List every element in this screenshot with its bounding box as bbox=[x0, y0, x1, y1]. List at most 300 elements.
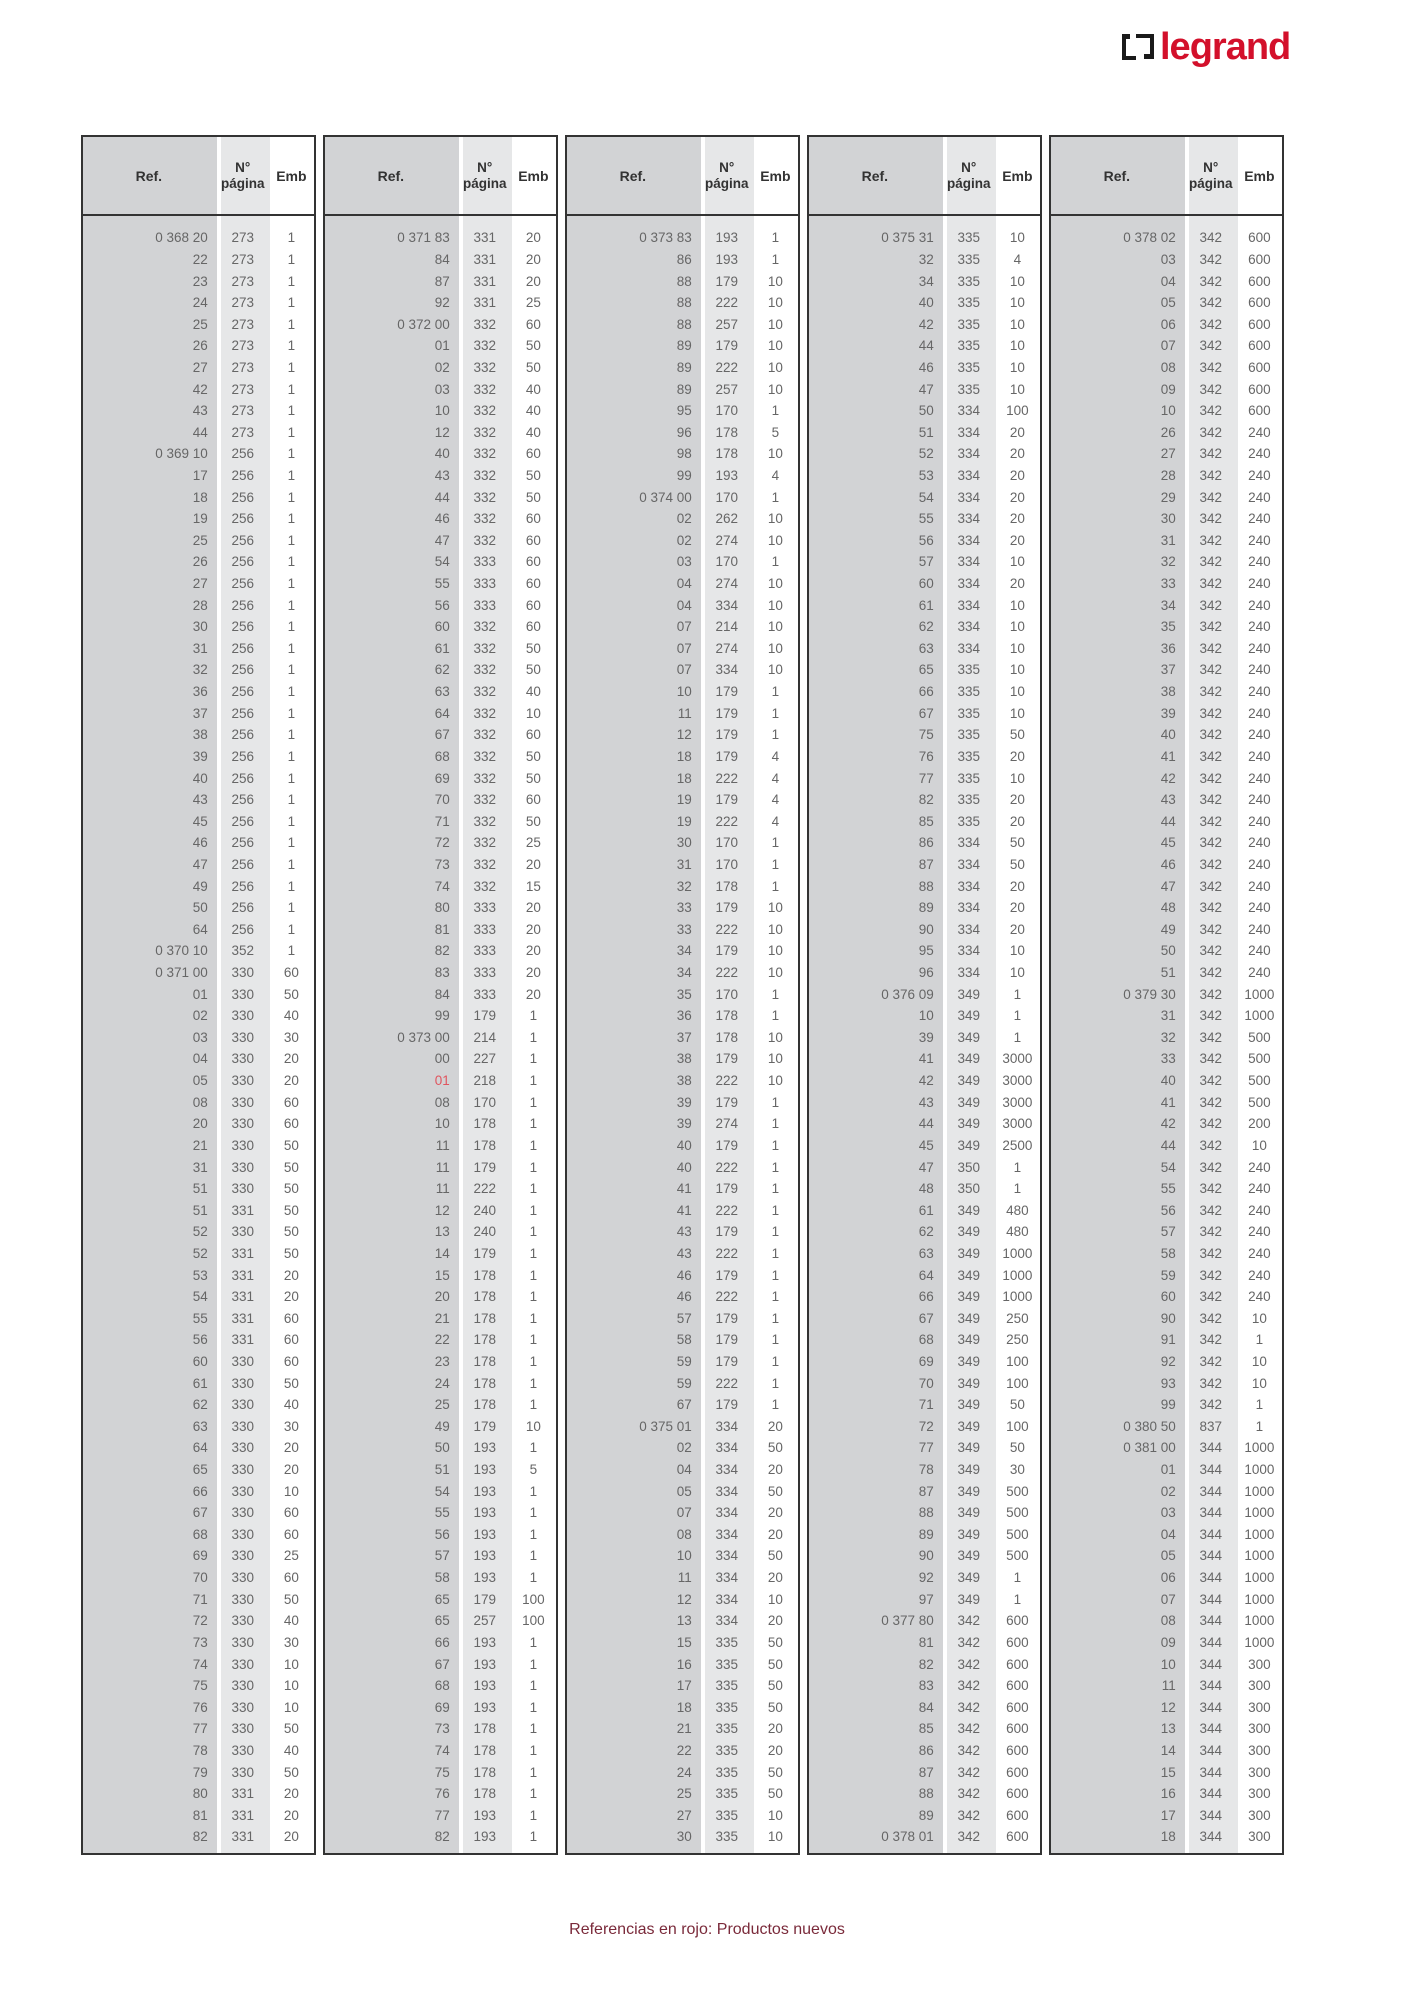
table-row bbox=[809, 1524, 1040, 1546]
ref-cell: 75 bbox=[434, 1764, 450, 1780]
table-row bbox=[567, 1264, 798, 1286]
table-row bbox=[83, 724, 314, 746]
table-row bbox=[567, 1567, 798, 1589]
emb-cell: 1 bbox=[287, 921, 296, 937]
ref-cell: 41 bbox=[1160, 1094, 1176, 1110]
page-cell: 179 bbox=[473, 1591, 497, 1607]
table-row bbox=[809, 1761, 1040, 1783]
page-cell: 330 bbox=[231, 965, 255, 981]
emb-cell: 20 bbox=[1009, 489, 1025, 505]
ref-cell: 02 bbox=[676, 532, 692, 548]
table-row bbox=[809, 1740, 1040, 1762]
emb-cell: 10 bbox=[1009, 619, 1025, 635]
ref-cell: 47 bbox=[1160, 878, 1176, 894]
page-cell: 179 bbox=[715, 1094, 739, 1110]
page-cell: 178 bbox=[715, 1029, 739, 1045]
ref-cell: 02 bbox=[676, 511, 692, 527]
page-cell: 179 bbox=[715, 705, 739, 721]
ref-cell: 04 bbox=[192, 1051, 208, 1067]
emb-cell: 600 bbox=[1006, 1807, 1029, 1823]
ref-cell: 01 bbox=[1160, 1462, 1176, 1478]
page-cell: 334 bbox=[715, 1570, 739, 1586]
ref-cell: 31 bbox=[676, 856, 692, 872]
page-cell: 330 bbox=[231, 1591, 255, 1607]
ref-cell: 55 bbox=[918, 511, 934, 527]
emb-cell: 600 bbox=[1006, 1634, 1029, 1650]
page-cell: 342 bbox=[1199, 338, 1223, 354]
emb-cell: 10 bbox=[525, 705, 541, 721]
emb-cell: 40 bbox=[283, 1742, 299, 1758]
page-cell: 349 bbox=[957, 1073, 981, 1089]
page-cell: 256 bbox=[231, 619, 255, 635]
emb-cell: 1 bbox=[529, 1289, 538, 1305]
ref-cell: 08 bbox=[434, 1094, 450, 1110]
table-row bbox=[567, 940, 798, 962]
page-cell: 330 bbox=[231, 1397, 255, 1413]
ref-cell: 38 bbox=[676, 1051, 692, 1067]
ref-cell: 70 bbox=[918, 1375, 934, 1391]
emb-cell: 50 bbox=[283, 1181, 299, 1197]
emb-cell: 10 bbox=[767, 576, 783, 592]
page-cell: 170 bbox=[715, 986, 739, 1002]
ref-cell: 89 bbox=[918, 1526, 934, 1542]
table-row bbox=[325, 335, 556, 357]
ref-cell: 13 bbox=[434, 1224, 450, 1240]
ref-cell: 74 bbox=[434, 878, 450, 894]
emb-cell: 10 bbox=[767, 511, 783, 527]
page-cell: 342 bbox=[957, 1634, 981, 1650]
page-cell: 178 bbox=[473, 1332, 497, 1348]
emb-cell: 20 bbox=[767, 1526, 783, 1542]
page-cell: 331 bbox=[231, 1310, 255, 1326]
ref-cell: 19 bbox=[676, 813, 692, 829]
emb-cell: 10 bbox=[767, 1029, 783, 1045]
page-cell: 349 bbox=[957, 1094, 981, 1110]
ref-cell: 77 bbox=[434, 1807, 450, 1823]
table-row bbox=[325, 1091, 556, 1113]
ref-cell: 50 bbox=[434, 1440, 450, 1456]
page-cell: 334 bbox=[715, 1591, 739, 1607]
page-cell: 342 bbox=[1199, 921, 1223, 937]
page-cell: 193 bbox=[473, 1678, 497, 1694]
ref-cell: 02 bbox=[434, 359, 450, 375]
table-row bbox=[809, 1416, 1040, 1438]
ref-cell: 51 bbox=[192, 1181, 208, 1197]
page-cell: 256 bbox=[231, 640, 255, 656]
emb-cell: 50 bbox=[525, 662, 541, 678]
ref-cell: 07 bbox=[676, 640, 692, 656]
emb-cell: 10 bbox=[767, 359, 783, 375]
page-cell: 334 bbox=[957, 619, 981, 635]
page-cell: 256 bbox=[231, 662, 255, 678]
page-cell: 256 bbox=[231, 900, 255, 916]
emb-cell: 30 bbox=[283, 1634, 299, 1650]
header-page-line1: N° bbox=[1203, 159, 1219, 175]
table-row bbox=[1051, 573, 1282, 595]
emb-cell: 240 bbox=[1248, 900, 1271, 916]
table-row bbox=[809, 378, 1040, 400]
emb-cell: 1 bbox=[529, 1829, 538, 1845]
table-row bbox=[1051, 465, 1282, 487]
emb-cell: 240 bbox=[1248, 748, 1271, 764]
page-cell: 335 bbox=[957, 295, 981, 311]
ref-cell: 63 bbox=[192, 1418, 208, 1434]
ref-cell: 21 bbox=[676, 1721, 692, 1737]
page-cell: 334 bbox=[957, 943, 981, 959]
table-row bbox=[809, 789, 1040, 811]
table-row bbox=[325, 962, 556, 984]
page-cell: 262 bbox=[715, 511, 739, 527]
ref-cell: 45 bbox=[918, 1137, 934, 1153]
emb-cell: 10 bbox=[525, 1418, 541, 1434]
emb-cell: 50 bbox=[283, 1202, 299, 1218]
emb-cell: 10 bbox=[767, 900, 783, 916]
page-cell: 331 bbox=[473, 230, 497, 246]
table-row bbox=[567, 983, 798, 1005]
page-cell: 274 bbox=[715, 532, 739, 548]
ref-cell: 10 bbox=[918, 1008, 934, 1024]
emb-cell: 10 bbox=[1251, 1353, 1267, 1369]
table-row bbox=[1051, 313, 1282, 335]
emb-cell: 20 bbox=[283, 1073, 299, 1089]
page-cell: 222 bbox=[715, 770, 739, 786]
table-row bbox=[83, 702, 314, 724]
reference-table-4 bbox=[807, 135, 1042, 1855]
table-row bbox=[1051, 746, 1282, 768]
page-cell: 349 bbox=[957, 1548, 981, 1564]
table-row bbox=[1051, 1178, 1282, 1200]
page-cell: 274 bbox=[715, 640, 739, 656]
table-row bbox=[1051, 1005, 1282, 1027]
page-cell: 335 bbox=[957, 770, 981, 786]
page-cell: 332 bbox=[473, 727, 497, 743]
table-row bbox=[809, 1091, 1040, 1113]
page-cell: 352 bbox=[231, 943, 255, 959]
table-row bbox=[83, 1394, 314, 1416]
page-cell: 335 bbox=[957, 316, 981, 332]
table-row bbox=[325, 573, 556, 595]
ref-cell: 67 bbox=[434, 1656, 450, 1672]
page-cell: 335 bbox=[715, 1807, 739, 1823]
ref-cell: 68 bbox=[434, 1678, 450, 1694]
table-row bbox=[83, 1199, 314, 1221]
table-row bbox=[809, 1005, 1040, 1027]
ref-cell: 24 bbox=[434, 1375, 450, 1391]
ref-cell: 59 bbox=[676, 1353, 692, 1369]
table-row bbox=[1051, 1653, 1282, 1675]
ref-cell: 62 bbox=[192, 1397, 208, 1413]
table-row bbox=[83, 1351, 314, 1373]
ref-cell: 56 bbox=[1160, 1202, 1176, 1218]
page-cell: 342 bbox=[1199, 943, 1223, 959]
page-cell: 193 bbox=[715, 230, 739, 246]
page-cell: 334 bbox=[715, 1483, 739, 1499]
ref-cell: 96 bbox=[918, 965, 934, 981]
page-cell: 273 bbox=[231, 295, 255, 311]
ref-cell: 15 bbox=[434, 1267, 450, 1283]
page-cell: 334 bbox=[957, 489, 981, 505]
page-cell: 342 bbox=[1199, 900, 1223, 916]
ref-cell: 60 bbox=[1160, 1289, 1176, 1305]
ref-cell: 34 bbox=[676, 943, 692, 959]
ref-cell: 17 bbox=[676, 1678, 692, 1694]
table-row bbox=[567, 1329, 798, 1351]
emb-cell: 1 bbox=[287, 705, 296, 721]
emb-cell: 20 bbox=[525, 943, 541, 959]
emb-cell: 20 bbox=[283, 1462, 299, 1478]
table-row bbox=[325, 378, 556, 400]
emb-cell: 1 bbox=[529, 1483, 538, 1499]
table-row bbox=[325, 465, 556, 487]
ref-cell: 55 bbox=[434, 576, 450, 592]
page-cell: 334 bbox=[957, 403, 981, 419]
header-ref: Ref. bbox=[135, 167, 163, 184]
emb-cell: 20 bbox=[767, 1418, 783, 1434]
table-row bbox=[83, 465, 314, 487]
table-row bbox=[567, 313, 798, 335]
table-row bbox=[1051, 486, 1282, 508]
emb-cell: 1 bbox=[529, 1656, 538, 1672]
table-row bbox=[567, 1610, 798, 1632]
page-cell: 334 bbox=[957, 921, 981, 937]
table-row bbox=[325, 724, 556, 746]
ref-cell: 88 bbox=[676, 316, 692, 332]
ref-cell: 87 bbox=[918, 856, 934, 872]
table-row bbox=[325, 1761, 556, 1783]
ref-cell: 05 bbox=[1160, 1548, 1176, 1564]
emb-cell: 10 bbox=[1009, 965, 1025, 981]
table-row bbox=[325, 443, 556, 465]
page-cell: 349 bbox=[957, 1202, 981, 1218]
table-row bbox=[1051, 983, 1282, 1005]
table-row bbox=[325, 1372, 556, 1394]
page-cell: 222 bbox=[715, 295, 739, 311]
table-row bbox=[1051, 1761, 1282, 1783]
ref-cell: 68 bbox=[434, 748, 450, 764]
table-row bbox=[567, 702, 798, 724]
table-row bbox=[83, 1740, 314, 1762]
table-row bbox=[1051, 1740, 1282, 1762]
emb-cell: 1 bbox=[771, 705, 780, 721]
table-row bbox=[1051, 1070, 1282, 1092]
table-row bbox=[809, 1437, 1040, 1459]
ref-cell: 18 bbox=[192, 489, 208, 505]
table-row bbox=[83, 1286, 314, 1308]
page-cell: 342 bbox=[1199, 1397, 1223, 1413]
table-row bbox=[567, 486, 798, 508]
table-row bbox=[1051, 1437, 1282, 1459]
page-cell: 335 bbox=[715, 1786, 739, 1802]
table-row bbox=[809, 1653, 1040, 1675]
table-row bbox=[1051, 270, 1282, 292]
page-cell: 179 bbox=[715, 273, 739, 289]
emb-cell: 600 bbox=[1248, 359, 1271, 375]
table-row bbox=[567, 249, 798, 271]
emb-cell: 600 bbox=[1006, 1764, 1029, 1780]
table-row bbox=[567, 1437, 798, 1459]
page-cell: 178 bbox=[473, 1137, 497, 1153]
page-cell: 344 bbox=[1199, 1807, 1223, 1823]
table-row bbox=[325, 1027, 556, 1049]
page-cell: 331 bbox=[231, 1289, 255, 1305]
ref-cell: 32 bbox=[192, 662, 208, 678]
page-cell: 178 bbox=[473, 1742, 497, 1758]
emb-cell: 1 bbox=[771, 1202, 780, 1218]
ref-cell: 74 bbox=[434, 1742, 450, 1758]
page-cell: 333 bbox=[473, 986, 497, 1002]
ref-cell: 08 bbox=[1160, 1613, 1176, 1629]
table-row bbox=[809, 1070, 1040, 1092]
ref-cell: 41 bbox=[918, 1051, 934, 1067]
ref-cell: 23 bbox=[192, 273, 208, 289]
page-cell: 342 bbox=[1199, 965, 1223, 981]
ref-cell: 70 bbox=[192, 1570, 208, 1586]
page-cell: 273 bbox=[231, 381, 255, 397]
ref-cell: 92 bbox=[918, 1570, 934, 1586]
emb-cell: 20 bbox=[525, 986, 541, 1002]
page-cell: 349 bbox=[957, 1375, 981, 1391]
table-body bbox=[83, 227, 314, 1848]
page-cell: 349 bbox=[957, 1029, 981, 1045]
page-cell: 334 bbox=[715, 1613, 739, 1629]
emb-cell: 100 bbox=[1006, 1375, 1029, 1391]
page-cell: 330 bbox=[231, 1029, 255, 1045]
page-cell: 350 bbox=[957, 1181, 981, 1197]
emb-cell: 50 bbox=[1009, 835, 1025, 851]
page-cell: 222 bbox=[715, 1073, 739, 1089]
ref-cell: 33 bbox=[676, 900, 692, 916]
table-row bbox=[83, 1091, 314, 1113]
ref-cell: 44 bbox=[1160, 813, 1176, 829]
emb-cell: 50 bbox=[525, 770, 541, 786]
table-row bbox=[809, 1588, 1040, 1610]
emb-cell: 240 bbox=[1248, 1202, 1271, 1218]
ref-cell: 40 bbox=[434, 446, 450, 462]
emb-cell: 1 bbox=[287, 316, 296, 332]
emb-cell: 20 bbox=[1009, 878, 1025, 894]
ref-cell: 0 376 09 bbox=[881, 986, 934, 1002]
ref-cell: 20 bbox=[192, 1116, 208, 1132]
emb-cell: 500 bbox=[1006, 1505, 1029, 1521]
ref-cell: 62 bbox=[918, 1224, 934, 1240]
page-cell: 349 bbox=[957, 1505, 981, 1521]
page-cell: 256 bbox=[231, 727, 255, 743]
emb-cell: 600 bbox=[1248, 295, 1271, 311]
page-cell: 179 bbox=[715, 1051, 739, 1067]
table-row bbox=[325, 702, 556, 724]
page-cell: 256 bbox=[231, 684, 255, 700]
table-row bbox=[567, 1502, 798, 1524]
ref-cell: 55 bbox=[434, 1505, 450, 1521]
table-row bbox=[567, 1761, 798, 1783]
page-cell: 342 bbox=[1199, 770, 1223, 786]
emb-cell: 240 bbox=[1248, 813, 1271, 829]
ref-cell: 88 bbox=[918, 1786, 934, 1802]
table-row bbox=[83, 357, 314, 379]
emb-cell: 240 bbox=[1248, 424, 1271, 440]
ref-cell: 90 bbox=[918, 1548, 934, 1564]
table-row bbox=[809, 659, 1040, 681]
ref-cell: 02 bbox=[192, 1008, 208, 1024]
ref-cell: 77 bbox=[918, 770, 934, 786]
table-row bbox=[567, 1286, 798, 1308]
table-row bbox=[325, 1394, 556, 1416]
page-cell: 349 bbox=[957, 1526, 981, 1542]
table-row bbox=[325, 746, 556, 768]
page-cell: 332 bbox=[473, 770, 497, 786]
ref-cell: 71 bbox=[434, 813, 450, 829]
emb-cell: 240 bbox=[1248, 489, 1271, 505]
emb-cell: 1 bbox=[529, 1159, 538, 1175]
table-row bbox=[1051, 940, 1282, 962]
emb-cell: 50 bbox=[283, 986, 299, 1002]
ref-cell: 16 bbox=[1160, 1786, 1176, 1802]
emb-cell: 1 bbox=[529, 1678, 538, 1694]
page-cell: 256 bbox=[231, 770, 255, 786]
page-cell: 330 bbox=[231, 1505, 255, 1521]
page-cell: 331 bbox=[231, 1829, 255, 1845]
table-row bbox=[567, 594, 798, 616]
ref-cell: 32 bbox=[918, 251, 934, 267]
page-cell: 334 bbox=[715, 1440, 739, 1456]
table-row bbox=[809, 1783, 1040, 1805]
ref-cell: 07 bbox=[676, 619, 692, 635]
table-row bbox=[809, 1567, 1040, 1589]
emb-cell: 60 bbox=[525, 619, 541, 635]
page-cell: 344 bbox=[1199, 1786, 1223, 1802]
emb-cell: 1 bbox=[771, 1289, 780, 1305]
table-row bbox=[1051, 1027, 1282, 1049]
emb-cell: 3000 bbox=[1002, 1094, 1033, 1110]
ref-cell: 49 bbox=[192, 878, 208, 894]
emb-cell: 1000 bbox=[1244, 1462, 1275, 1478]
table-row bbox=[567, 1804, 798, 1826]
ref-cell: 76 bbox=[192, 1699, 208, 1715]
emb-cell: 20 bbox=[1009, 813, 1025, 829]
table-row bbox=[1051, 1264, 1282, 1286]
table-row bbox=[325, 551, 556, 573]
emb-cell: 1 bbox=[287, 684, 296, 700]
emb-cell: 240 bbox=[1248, 921, 1271, 937]
table-row bbox=[567, 1351, 798, 1373]
ref-cell: 40 bbox=[918, 295, 934, 311]
ref-cell: 10 bbox=[434, 403, 450, 419]
ref-cell: 62 bbox=[434, 662, 450, 678]
header-emb: Emb bbox=[1244, 167, 1275, 184]
ref-cell: 24 bbox=[676, 1764, 692, 1780]
page-cell: 273 bbox=[231, 316, 255, 332]
page-cell: 178 bbox=[473, 1353, 497, 1369]
page-cell: 193 bbox=[473, 1483, 497, 1499]
emb-cell: 1 bbox=[529, 1526, 538, 1542]
page-cell: 331 bbox=[231, 1332, 255, 1348]
ref-cell: 62 bbox=[918, 619, 934, 635]
page-cell: 344 bbox=[1199, 1678, 1223, 1694]
table-row bbox=[809, 313, 1040, 335]
table-row bbox=[1051, 1459, 1282, 1481]
emb-cell: 1 bbox=[1255, 1418, 1264, 1434]
table-row bbox=[325, 1632, 556, 1654]
ref-cell: 03 bbox=[676, 554, 692, 570]
ref-cell: 15 bbox=[676, 1634, 692, 1650]
emb-cell: 10 bbox=[767, 295, 783, 311]
page-cell: 193 bbox=[715, 468, 739, 483]
ref-cell: 01 bbox=[192, 986, 208, 1002]
ref-cell: 56 bbox=[434, 597, 450, 613]
table-row bbox=[325, 227, 556, 249]
table-row bbox=[83, 1632, 314, 1654]
emb-cell: 1 bbox=[287, 835, 296, 851]
